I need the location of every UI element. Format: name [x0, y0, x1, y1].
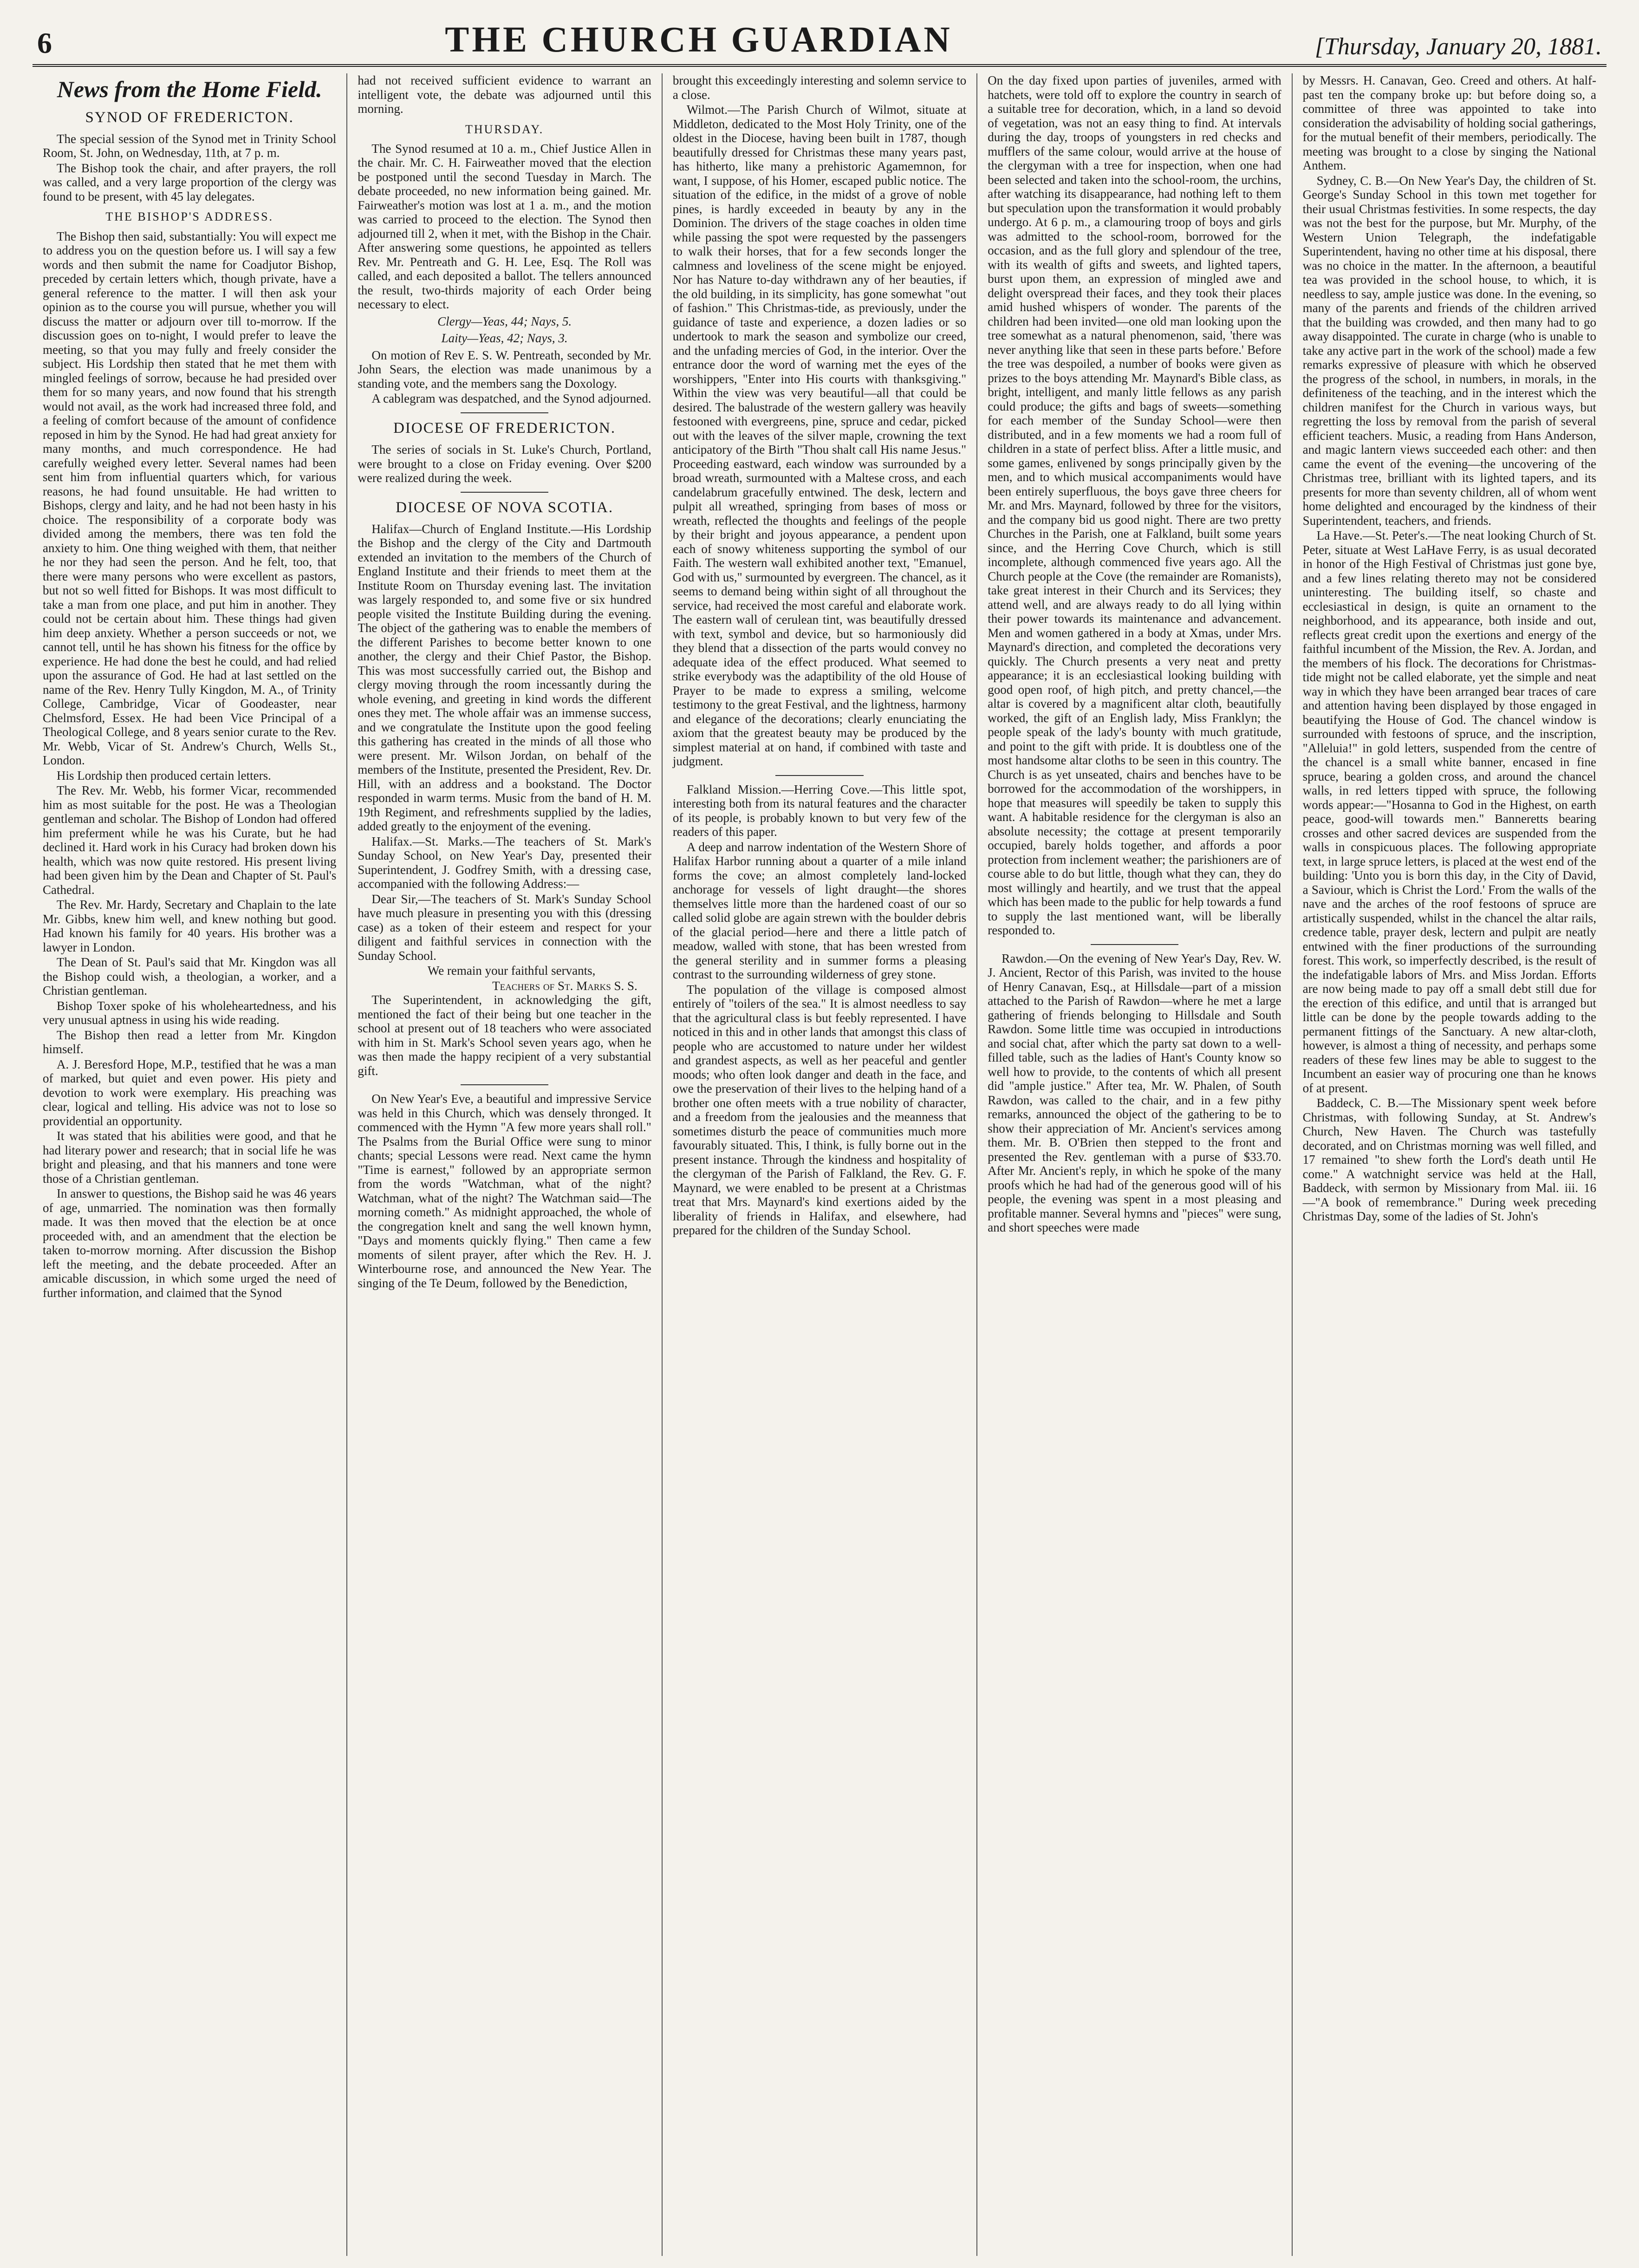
- paragraph: A deep and narrow indentation of the Western Shore of Halifax Harbor running about a quarter of a mile inland forms the cove; an almost completely land-locked anchorage for vessels of light draught—the shores themselves little more than the hardened coast of our so called solid globe are again strewn with the boulder debris of the glacial period—here and there a little patch of meadow, walled with stone, that has been wrested from the general sterility and in summer forms a pleasing contrast to the surrounding wilderness of grey stone.: [672, 840, 967, 981]
- diocese-fredericton-heading: DIOCESE OF FREDERICTON.: [393, 419, 616, 437]
- column-3: [663, 73, 977, 2256]
- divider: [775, 775, 864, 776]
- vote-clergy: Clergy—Yeas, 44; Nays, 5.: [437, 314, 572, 328]
- section-title: News from the Home Field.: [57, 76, 322, 102]
- paragraph: The Superintendent, in acknowledging the gift, mentioned the fact of their being but one teacher in the school at present out of 18 teachers who were associated with him in St. Mark's School seven years ago, when he was then made the happy recipient of a very substantial gift.: [358, 993, 651, 1078]
- bishops-address-heading: THE BISHOP'S ADDRESS.: [105, 210, 274, 224]
- paragraph: Halifax—Church of England Institute.—His Lordship the Bishop and the clergy of the City and Dartmouth extended an invitation to the members of the Church of England Institute and their friends to meet them at the Institute Room on Thursday evening last. The invitation was largely responded to, and some five or six hundred people visited the Institute Building during the evening. The object of the gathering was to enable the members of the different Parishes to become better known to one another, the clergy and their Chief Pastor, the Bishop. This was most successfully carried out, the Bishop and clergy moving through the room incessantly during the whole evening, and greeting in kind words the different ones they met. The whole affair was an immense success, and we congratulate the Institute upon the good feeling this gathering has created in the minds of all those who were present. Mr. Wilson Jordan, on behalf of the members of the Institute, presented the President, Rev. Dr. Hill, with an address and a bookstand. The Doctor responded in warm terms. Music from the band of H. M. 19th Regiment, and refreshments supplied by the ladies, added greatly to the enjoyment of the evening.: [358, 521, 651, 834]
- paragraph: A. J. Beresford Hope, M.P., testified that he was a man of marked, but quiet and even power. His piety and devotion to work were exemplary. His preaching was clear, logical and telling. His advice was not to lose so providential an opportunity.: [43, 1057, 337, 1128]
- paragraph: The series of socials in St. Luke's Church, Portland, were brought to a close on Friday evening. Over $200 were realized during the week.: [358, 443, 651, 485]
- issue-date: [Thursday, January 20, 1881.: [1314, 33, 1602, 60]
- paragraph: The special session of the Synod met in Trinity School Room, St. John, on Wednesday, 11th, at 7 p. m.: [43, 131, 337, 160]
- paragraph: In answer to questions, the Bishop said he was 46 years of age, unmarried. The nomination was then formally made. It was then moved that the election be at once proceeded with, and an amendment that the election be taken to-morrow morning. After discussion the Bishop left the meeting, and the debate proceeded. After an amicable discussion, in which some urged the need of further information, and claimed that the Synod: [43, 1186, 337, 1300]
- paragraph: by Messrs. H. Canavan, Geo. Creed and others. At half-past ten the company broke up: but before doing so, a committee of three was appointed to take into consideration the advisability of holding social gatherings, for the mutual benefit of their members, periodically. The meeting was brought to a close by singing the National Anthem.: [1302, 73, 1597, 172]
- paragraph: His Lordship then produced certain letters.: [57, 768, 271, 782]
- paragraph: We remain your faithful servants,: [427, 964, 596, 978]
- paragraph: The Rev. Mr. Hardy, Secretary and Chaplain to the late Mr. Gibbs, knew him well, and knew nothing but good. Had known his family for 40 years. His brother was a lawyer in London.: [43, 898, 337, 954]
- vote-laity: Laity—Yeas, 42; Nays, 3.: [441, 331, 568, 345]
- paragraph: Falkland Mission.—Herring Cove.—This little spot, interesting both from its natural features and the character of its people, is probably known to but very few of the readers of this paper.: [672, 782, 967, 839]
- paragraph: La Have.—St. Peter's.—The neat looking Church of St. Peter, situate at West LaHave Ferry, is as usual decorated in honor of the High Festival of Christmas just gone bye, and a few lines relating thereto may not be considered uninteresting. The building itself, so chaste and ecclesiastical in design, is quite an ornament to the neighborhood, and its appearance, both inside and out, reflects great credit upon the exertions and energy of the faithful incumbent of the Mission, the Rev. A. Jordan, and the members of his flock. The decorations for Christmas-tide might not be called elaborate, yet the simple and neat way in which they have been arranged bear traces of care and attention having been displayed by those engaged in beautifying the House of God. The chancel window is surrounded with festoons of spruce, and the inscription, "Alleluia!" in gold letters, suspended from the centre of the chancel is a small white banner, encased in fine spruce, bearing a golden cross, and around the chancel walls, in red letters tipped with spruce, the following words appear:—"Hosanna to God in the Highest, on earth peace, good-will towards men." Banneretts bearing crosses and other sacred devices are suspended from the walls in conspicuous places. The following appropriate text, in large spruce letters, is placed at the west end of the building: 'Unto you is born this day, in the City of David, a Saviour, which is Christ the Lord.' From the walls of the nave and the arches of the roof festoons of spruce are artistically suspended, whilst in the chancel the altar rails, credence table, prayer desk, lectern and pulpit are neatly entwined with the finer productions of the surrounding forest. This work, so imperfectly described, is the result of the indefatigable labors of Mrs. and Miss Jordan. Efforts are now being made to pay off a small debt still due for the erection of this edifice, and until that is arranged but little can be done by the people towards adding to the permanent fittings of the Sanctuary. A new altar-cloth, however, is almost a thing of necessity, and perhaps some readers of these few lines may be able to suggest to the Incumbent an easier way of procuring one than he knows of at present.: [1302, 528, 1597, 1095]
- paragraph: Halifax.—St. Marks.—The teachers of St. Mark's Sunday School, on New Year's Day, presented their Superintendent, J. Godfrey Smith, with a dressing case, accompanied with the following Address:—: [358, 834, 651, 891]
- paragraph: The population of the village is composed almost entirely of "toilers of the sea." It is almost needless to say that the agricultural class is but feebly represented. I have noticed in this and in other lands that amongst this class of people who are accustomed to nature under her wildest and grandest aspects, as well as her peaceful and gentler moods; who often look danger and death in the face, and owe the preservation of their lives to the helping hand of a brother one often meets with a true nobility of character, and a freedom from the jealousies and the meanness that sometimes disturb the peace of communities much more favourably situated. This, I think, is fully borne out in the present instance. Through the kindness and hospitality of the clergyman of the Parish of Falkland, the Rev. G. F. Maynard, we were enabled to be present at a Christmas treat that Mrs. Maynard's kind exertions aided by the liberality of friends in Halifax, and elsewhere, had prepared for the children of the Sunday School.: [672, 982, 967, 1237]
- paragraph: The Synod resumed at 10 a. m., Chief Justice Allen in the chair. Mr. C. H. Fairweather moved that the election be postponed until the second Tuesday in March. The debate proceeded, no new information being gained. Mr. Fairweather's motion was lost at 1 a. m., and the motion was carried to proceed to the election. The Synod then adjourned till 2, when it met, with the Bishop in the Chair. After answering some questions, he appointed as tellers Rev. Mr. Pentreath and G. H. Lee, Esq. The Roll was called, and each deposited a ballot. The tellers announced the result, two-thirds majority of each Order being necessary to elect.: [358, 141, 651, 312]
- paragraph: The Bishop took the chair, and after prayers, the roll was called, and a very large proportion of the clergy was found to be present, with 45 lay delegates.: [43, 161, 337, 203]
- newspaper-title: THE CHURCH GUARDIAN: [445, 19, 953, 59]
- paragraph: A cablegram was despatched, and the Synod adjourned.: [371, 391, 651, 406]
- paragraph: had not received sufficient evidence to warrant an intelligent vote, the debate was adjourned until this morning.: [358, 73, 651, 116]
- paragraph: Wilmot.—The Parish Church of Wilmot, situate at Middleton, dedicated to the Most Holy Trinity, one of the oldest in the Diocese, having been built in 1787, though beautifully dressed for Christmas these many years past, has hitherto, like many a prehistoric Agamemnon, for want, I suppose, of his Homer, escaped public notice. The situation of the edifice, in the midst of a grove of noble pines, is hardly exceeded in beauty by any in the Dominion. The drivers of the stage coaches in olden time while passing the spot were requested by the passengers to walk their horses, that for a few seconds longer the calmness and loveliness of the scene might be enjoyed. Nor has Nature to-day withdrawn any of her beauties, if the old building, in its simplicity, has gone somewhat "out of fashion." This Christmas-tide, as previously, under the guidance of taste and experience, a dozen ladies or so undertook to mark the season and symbolize our creed, and the unfading mercies of God, in the interior. Over the entrance door the word of warning met the eyes of the worshippers, "Enter into His courts with thanksgiving." Within the view was very beautiful—all that could be desired. The balustrade of the western gallery was heavily festooned with evergreens, pine, spruce and cedar, picked out with the leaves of the silver maple, crowning the text anticipatory of the Birth "Thou shalt call His name Jesus." Proceeding eastward, each window was surrounded by a broad wreath, surmounted with a Maltese cross, and each candelabrum gracefully entwined. The desk, lectern and pulpit all wreathed, springing from bases of moss or wreath, reflected the thoughts and feelings of the people by their bright and joyous appearance, a pendent upon each of snowy whiteness supporting the symbol of our Faith. The western wall exhibited another text, "Emanuel, God with us," surmounted by evergreen. The chancel, as it seems to demand being within sight of all throughout the service, had received the most careful and elaborate work. The eastern wall of cerulean tint, was beautifully dressed with text, symbol and device, but so harmoniously did they blend that a dissection of the parts would convey no adequate idea of the effect produced. What seemed to strike everybody was the adaptibility of the old House of Prayer to be made to express a smiling, welcome testimony to the great Festival, and the lightness, harmony and elegance of the decorations; clearly enunciating the axiom that the greatest beauty may be produced by the simplest material at on hand, if combined with taste and judgment.: [672, 103, 967, 768]
- column-4: [977, 73, 1292, 2256]
- paragraph: On motion of Rev E. S. W. Pentreath, seconded by Mr. John Sears, the election was made unanimous by a standing vote, and the members sang the Doxology.: [358, 348, 651, 391]
- paragraph: brought this exceedingly interesting and solemn service to a close.: [672, 73, 967, 102]
- column-2: [347, 73, 662, 2256]
- paragraph: Sydney, C. B.—On New Year's Day, the children of St. George's Sunday School in this town met together for their usual Christmas festivities. In some respects, the day was not the best for the purpose, but Mr. Murphy, of the Western Union Telegraph, the indefatigable Superintendent, having no other time at his disposal, there was no choice in the matter. In the afternoon, a beautiful tea was provided in the school house, to which, it is needless to say, ample justice was done. In the evening, so many of the parents and friends of the children arrived that the building was crowded, and then many had to go away disappointed. The curate in charge (who is unable to take any active part in the work of the school) made a few remarks expressive of pleasure with which he observed the progress of the school, in numbers, in morals, in the definiteness of the teaching, and in the interest which the children manifest for the Church in various ways, but regretting the loss by removal from the parish of several efficient teachers. Music, a reading from Hans Anderson, and magic lantern views succeeded each other: and then came the event of the evening—the uncovering of the Christmas tree, brilliant with its lighted tapers, and its presents for more than seventy children, all of whom went home delighted and encouraged by the kindness of their Superintendent, teachers, and friends.: [1302, 173, 1597, 528]
- paragraph: Baddeck, C. B.—The Missionary spent week before Christmas, with following Sunday, at St. Andrew's Church, New Haven. The Church was tastefully decorated, and on Christmas morning was well filled, and 17 remained "to shew forth the Lord's death until He come." A watchnight service was held at the Hall, Baddeck, with sermon by Missionary from Mal. iii. 16—"A book of remembrance." During week preceding Christmas Day, some of the ladies of St. John's: [1302, 1096, 1597, 1223]
- synod-heading: SYNOD OF FREDERICTON.: [85, 109, 294, 126]
- page-number: 6: [37, 26, 52, 59]
- divider: [461, 492, 549, 493]
- divider: [461, 412, 549, 413]
- paragraph: It was stated that his abilities were good, and that he had literary power and research; that in social life he was bright and pleasing, and that his manners and tone were those of a Christian gentleman.: [43, 1129, 337, 1186]
- diocese-nova-scotia-heading: DIOCESE OF NOVA SCOTIA.: [396, 499, 614, 516]
- paragraph: On New Year's Eve, a beautiful and impressive Service was held in this Church, which was densely thronged. It commenced with the Hymn "A few more years shall roll." The Psalms from the Burial Office were sung to minor chants; special Lessons were read. Next came the hymn "Time is earnest," followed by an appropriate sermon from the words "Watchman, what of the night? Watchman, what of the night? The Watchman said—The morning cometh." As midnight approached, the whole of the congregation knelt and sang the well known hymn, "Days and moments quickly flying." Then came a few moments of silent prayer, after which the Rev. H. J. Winterbourne rose, and announced the New Year. The singing of the Te Deum, followed by the Benediction,: [358, 1092, 651, 1290]
- paragraph: The Rev. Mr. Webb, his former Vicar, recommended him as most suitable for the post. He was a Theologian gentleman and scholar. The Bishop of London had offered him preferment while he was his Curate, but he had declined it. Hard work in his Curacy had broken down his health, which was now quite restored. His present living had been given him by the Dean and Chapter of St. Paul's Cathedral.: [43, 783, 337, 897]
- divider: [1091, 944, 1179, 945]
- signature: Teachers of St. Marks S. S.: [492, 978, 637, 993]
- paragraph: The Dean of St. Paul's said that Mr. Kingdon was all the Bishop could wish, a theologian, a worker, and a Christian gentleman.: [43, 955, 337, 998]
- paragraph: The Bishop then said, substantially: You will expect me to address you on the question before us. I will say a few words and then submit the name for Coadjutor Bishop, preceded by certain letters which, though private, have a general reference to the matter. I will then ask your opinion as to the course you will pursue, whether you will discuss the matter or adjourn over till to-morrow. If the discussion goes on to-night, I would prefer to leave the meeting, so that you may fully and freely consider the subject. His Lordship then stated that he met them with mingled feelings of sorrow, because he had presided over them for so many years, and now found that his strength would not avail, as the work had increased three fold, and a feeling of comfort because of the amount of confidence reposed in him by the Synod. He had had great anxiety for many months, and much correspondence. He had carefully weighed every letter. Several names had been sent him from influential quarters which, for various reasons, he had found unsuitable. He had written to Bishops, clergy and laity, and he had not been hasty in his choice. The responsibility of a corporate body was divided among the members, there was ten fold the anxiety to him. One thing weighed with them, that neither he nor they had seen the person. And he felt, too, that there were many persons who were excellent as pastors, but not so well fitted for Bishops. It was most difficult to take a man from one place, and put him in another. They could not be certain about him. These things had given him deep anxiety. Whether a person succeeds or not, we cannot tell, until he has shown his fitness for the office by experience. He had done the best he could, and had relied upon the assurance of God. He had at last settled on the name of the Rev. Henry Tully Kingdon, M. A., of Trinity College, Cambridge, Vicar of Goodeaster, near Chelmsford, Essex. He had been Vice Principal of a Theological College, and 8 years senior curate to the Rev. Mr. Webb, Vicar of St. Andrew's Church, Wells St., London.: [43, 229, 337, 768]
- masthead: [33, 19, 1606, 67]
- divider: [461, 1084, 549, 1085]
- paragraph: The Bishop then read a letter from Mr. Kingdon himself.: [43, 1028, 337, 1056]
- article-columns: [33, 73, 1606, 2256]
- paragraph: Bishop Toxer spoke of his wholeheartedness, and his very unusual aptness in using his wide reading.: [43, 998, 337, 1027]
- paragraph: Rawdon.—On the evening of New Year's Day, Rev. W. J. Ancient, Rector of this Parish, was invited to the house of Henry Canavan, Esq., at Hillsdale—part of a mission attached to the Parish of Rawdon—where he met a large gathering of friends belonging to Hillsdale and South Rawdon. Some little time was occupied in introductions and social chat, after which the party sat down to a well-filled table, such as the ladies of Hant's County know so well how to provide, to the contents of which all present did "ample justice." After tea, Mr. W. Phalen, of South Rawdon, was called to the chair, and in a few pithy remarks, announced the object of the gathering to be to show their appreciation of Mr. Ancient's services among them. Mr. B. O'Brien then stepped to the front and presented the Rev. gentleman with a purse of $33.70. After Mr. Ancient's reply, in which he spoke of the many proofs which he had had of the generous good will of his people, the evening was spent in a most pleasing and profitable manner. Several hymns and "pieces" were sung, and short speeches were made: [988, 951, 1281, 1234]
- thursday-heading: THURSDAY.: [465, 122, 544, 136]
- paragraph: Dear Sir,—The teachers of St. Mark's Sunday School have much pleasure in presenting you with this (dressing case) as a token of their esteem and respect for your diligent and faithful services in connection with the Sunday School.: [358, 892, 651, 963]
- column-1: [33, 73, 347, 2256]
- column-5: [1293, 73, 1606, 2256]
- paragraph: On the day fixed upon parties of juveniles, armed with hatchets, were told off to explore the country in search of a suitable tree for decoration, which, in a land so devoid of vegetation, was not an easy thing to find. At intervals during the day, troops of youngsters in red checks and mufflers of the same colour, would arrive at the house of the clergyman with a tree for inspection, when one had been selected and taken into the school-room, the urchins, after watching its disappearance, had nothing left to them but speculation upon the transformation it would probably undergo. At 6 p. m., a clamouring troop of boys and girls was admitted to the school-room, borrowed for the occasion, and as the full glory and splendour of the tree, with its wealth of gifts and sweets, and lighted tapers, burst upon them, an expression of mingled awe and delight overspread their faces, and they took their places amid hushed whispers of wonder. The parents of the children had been invited—one old man looking upon the tree somewhat as a natural phenomenon, said, 'there was never anything like that seen in these parts before.' Before the tree was despoiled, a number of books were given as prizes to the boys attending Mr. Maynard's Bible class, as bright, intelligent, and manly little fellows as any parish could produce; the gifts and bags of sweets—something for each member of the Sunday School—were then distributed, and in a few moments we had a room full of children in a state of perfect bliss. After a little music, and some games, enlivened by songs principally given by the men, and to which musical accompaniments would have been entirely superfluous, the boys gave three cheers for Mr. and Mrs. Maynard, followed by three for the visitors, and the company bid us good night. There are two pretty Churches in the Parish, one at Falkland, built some years since, and the Herring Cove Church, which is still incomplete, although commenced five years ago. All the Church people at the Cove (the remainder are Romanists), take great interest in their Church and its Services; they attend well, and are always ready to do all lying within their power towards its maintenance and advancement. Men and women gathered in a body at Xmas, under Mrs. Maynard's direction, and completed the decorations very quickly. The Church presents a very neat and pretty appearance; it is an ecclesiastical looking building with good open roof, of high pitch, and pretty chancel,—the altar is covered by a magnificent altar cloth, beautifully worked, the gift of an English lady, Miss Franklyn; the people speak of the lady's bounty with much gratitude, and point to the gift with pride. It is doubtless one of the most handsome altar cloths to be seen in this country. The Church is as yet unseated, chairs and benches have to be borrowed for the accommodation of the worshippers, in hope that measures will speedily be taken to supply this want. A habitable residence for the clergyman is also an absolute necessity; the cottage at present temporarily occupied, barely holds together, and affords a poor protection from inclement weather; the parishioners are of course able to do but little, though what they can, they do most willingly and heartily, and we trust that the appeal which has been made to the public for help towards a fund to supply the last mentioned want, will be liberally responded to.: [988, 73, 1281, 937]
